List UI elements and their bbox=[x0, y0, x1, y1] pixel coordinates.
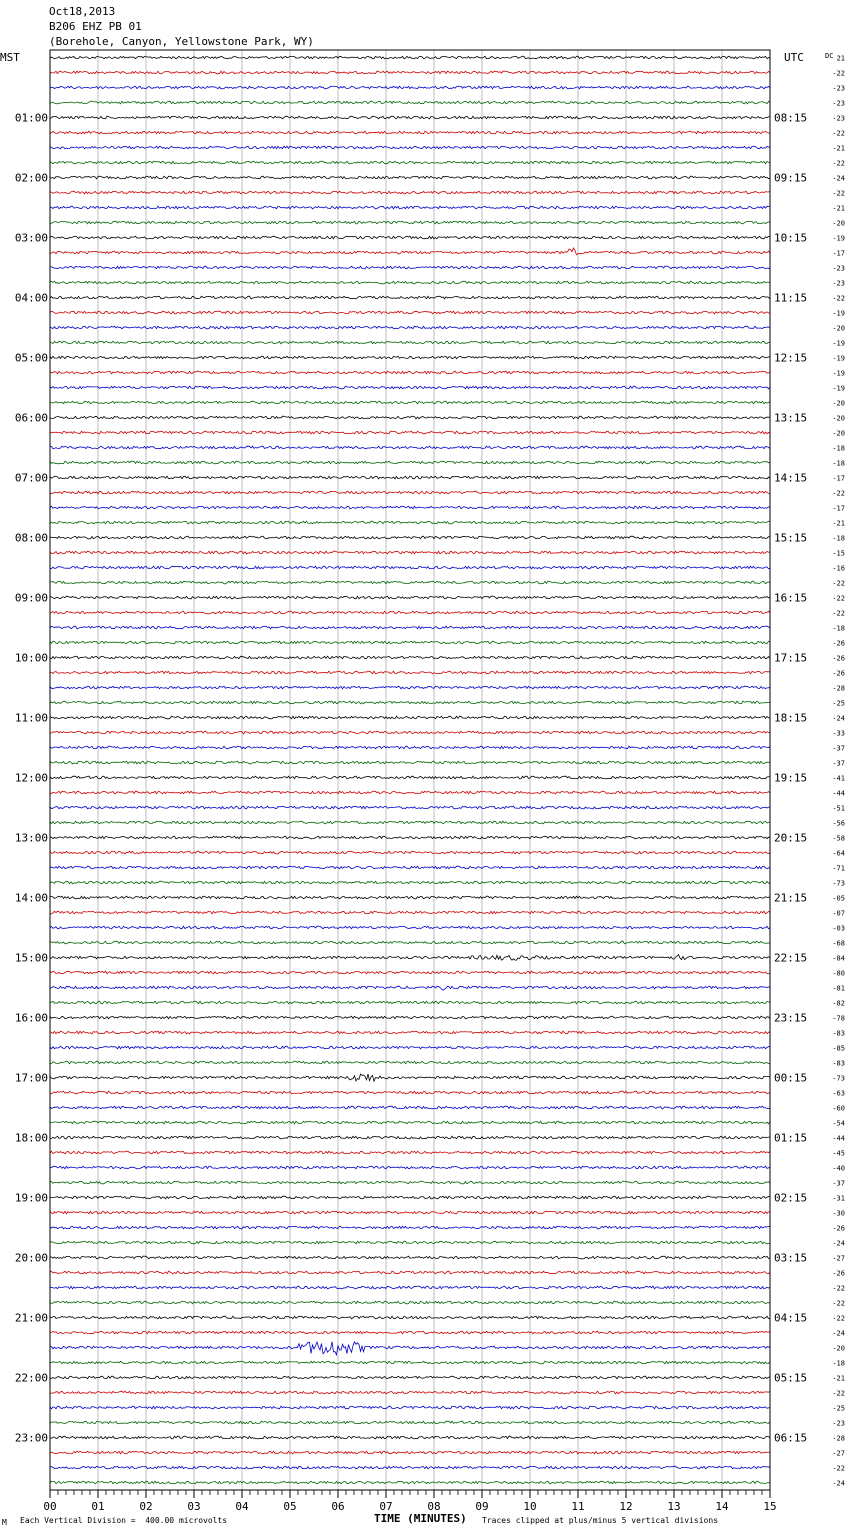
seismic-trace bbox=[50, 101, 770, 104]
seismic-trace bbox=[50, 836, 770, 839]
dc-offset-label: -03 bbox=[832, 924, 845, 933]
right-hour-label: 17:15 bbox=[774, 651, 808, 665]
dc-offset-label: -17 bbox=[832, 474, 845, 483]
dc-offset-label: -56 bbox=[832, 819, 845, 828]
seismic-trace bbox=[50, 1031, 770, 1034]
dc-offset-label: -20 bbox=[832, 219, 845, 228]
right-hour-label: 05:15 bbox=[774, 1371, 808, 1385]
seismic-trace bbox=[50, 1046, 770, 1049]
dc-offset-label: -24 bbox=[832, 714, 845, 723]
left-hour-label: 06:00 bbox=[14, 411, 48, 425]
dc-offset-label: -37 bbox=[832, 1179, 845, 1188]
seismic-trace bbox=[50, 701, 770, 704]
dc-offset-label: -22 bbox=[832, 69, 845, 78]
seismic-trace bbox=[50, 1481, 770, 1484]
seismic-trace bbox=[50, 1166, 770, 1169]
seismic-trace bbox=[50, 731, 770, 734]
dc-offset-label: -22 bbox=[832, 594, 845, 603]
x-tick-label: 05 bbox=[283, 1500, 297, 1513]
right-hour-label: 10:15 bbox=[774, 231, 808, 245]
seismic-trace bbox=[50, 581, 770, 584]
dc-offset-label: -58 bbox=[832, 834, 845, 843]
seismic-trace bbox=[50, 281, 770, 284]
x-tick-label: 11 bbox=[571, 1500, 585, 1513]
right-hour-label: 08:15 bbox=[774, 111, 808, 125]
seismic-trace bbox=[50, 1286, 770, 1289]
right-hour-label: 19:15 bbox=[774, 771, 808, 785]
seismic-trace bbox=[50, 896, 770, 899]
dc-offset-label: -21 bbox=[832, 519, 845, 528]
seismic-trace bbox=[50, 461, 770, 464]
dc-offset-label: 21 bbox=[836, 54, 845, 63]
left-hour-label: 19:00 bbox=[14, 1191, 48, 1205]
seismic-trace bbox=[50, 1301, 770, 1304]
dc-offset-label: -15 bbox=[832, 549, 845, 558]
seismic-trace bbox=[50, 161, 770, 164]
x-tick-label: 09 bbox=[475, 1500, 489, 1513]
right-hour-label: 15:15 bbox=[774, 531, 808, 545]
seismic-trace bbox=[50, 311, 770, 314]
seismic-trace bbox=[50, 776, 770, 779]
right-hour-label: 21:15 bbox=[774, 891, 808, 905]
seismic-trace bbox=[50, 806, 770, 809]
seismic-trace bbox=[50, 1316, 770, 1319]
seismic-trace bbox=[50, 206, 770, 209]
seismic-trace bbox=[50, 416, 770, 419]
seismic-trace bbox=[50, 341, 770, 344]
seismic-trace bbox=[50, 656, 770, 659]
dc-offset-label: -19 bbox=[832, 309, 845, 318]
dc-offset-label: -28 bbox=[832, 1434, 845, 1443]
seismic-trace bbox=[50, 1361, 770, 1364]
left-hour-label: 04:00 bbox=[14, 291, 48, 305]
left-timezone-label: MST bbox=[0, 51, 20, 64]
seismic-trace bbox=[50, 296, 770, 299]
dc-offset-label: -21 bbox=[832, 1374, 845, 1383]
dc-offset-label: -22 bbox=[832, 189, 845, 198]
seismic-trace bbox=[50, 221, 770, 224]
dc-offset-label: -22 bbox=[832, 1389, 845, 1398]
seismic-trace bbox=[50, 1271, 770, 1274]
dc-offset-label: -28 bbox=[832, 684, 845, 693]
seismic-trace bbox=[50, 86, 770, 89]
seismic-trace bbox=[50, 116, 770, 119]
seismic-trace bbox=[50, 431, 770, 434]
seismic-trace bbox=[50, 1091, 770, 1094]
seismic-trace bbox=[50, 971, 770, 974]
right-timezone-label: UTC bbox=[784, 51, 804, 64]
seismic-trace bbox=[50, 131, 770, 134]
dc-offset-label: -17 bbox=[832, 249, 845, 258]
x-tick-label: 13 bbox=[667, 1500, 681, 1513]
dc-offset-label: -17 bbox=[832, 504, 845, 513]
x-tick-label: 02 bbox=[139, 1500, 153, 1513]
seismic-trace bbox=[50, 761, 770, 764]
seismic-trace bbox=[50, 1376, 770, 1379]
x-tick-label: 03 bbox=[187, 1500, 201, 1513]
dc-offset-label: -82 bbox=[832, 999, 845, 1008]
dc-offset-label: -44 bbox=[832, 1134, 845, 1143]
dc-offset-label: -24 bbox=[832, 1329, 845, 1338]
seismic-trace bbox=[50, 191, 770, 194]
x-tick-label: 08 bbox=[427, 1500, 441, 1513]
left-hour-label: 09:00 bbox=[14, 591, 48, 605]
seismic-trace bbox=[50, 1151, 770, 1154]
seismic-trace bbox=[50, 1074, 770, 1081]
left-hour-label: 23:00 bbox=[14, 1431, 48, 1445]
dc-offset-label: -19 bbox=[832, 384, 845, 393]
right-hour-label: 06:15 bbox=[774, 1431, 808, 1445]
dc-offset-label: -23 bbox=[832, 279, 845, 288]
dc-offset-label: -83 bbox=[832, 1059, 845, 1068]
dc-offset-label: -26 bbox=[832, 1269, 845, 1278]
seismic-trace bbox=[50, 566, 770, 569]
seismic-trace bbox=[50, 791, 770, 794]
dc-offset-label: -20 bbox=[832, 324, 845, 333]
left-hour-label: 03:00 bbox=[14, 231, 48, 245]
left-hour-label: 14:00 bbox=[14, 891, 48, 905]
left-hour-labels bbox=[15, 112, 48, 1445]
seismic-trace bbox=[50, 1106, 770, 1109]
seismic-trace bbox=[50, 446, 770, 449]
dc-offset-label: -16 bbox=[832, 564, 845, 573]
dc-offset-label: -05 bbox=[832, 894, 845, 903]
dc-offset-label: -80 bbox=[832, 969, 845, 978]
seismic-trace bbox=[50, 716, 770, 719]
x-tick-label: 07 bbox=[379, 1500, 393, 1513]
dc-offset-label: -30 bbox=[832, 1209, 845, 1218]
left-hour-label: 21:00 bbox=[14, 1311, 48, 1325]
left-hour-label: 11:00 bbox=[14, 711, 48, 725]
x-tick-label: 00 bbox=[43, 1500, 57, 1513]
seismic-trace bbox=[50, 56, 770, 59]
seismic-trace bbox=[50, 881, 770, 884]
dc-offset-label: -19 bbox=[832, 234, 845, 243]
dc-offset-label: -22 bbox=[832, 1464, 845, 1473]
dc-offset-label: -18 bbox=[832, 534, 845, 543]
dc-offset-label: -26 bbox=[832, 1224, 845, 1233]
dc-offset-label: -78 bbox=[832, 1014, 845, 1023]
seismic-trace bbox=[50, 491, 770, 494]
dc-offset-label: -41 bbox=[832, 774, 845, 783]
right-hour-label: 02:15 bbox=[774, 1191, 808, 1205]
left-hour-label: 02:00 bbox=[14, 171, 48, 185]
dc-offset-label: -23 bbox=[832, 264, 845, 273]
seismic-trace bbox=[50, 1121, 770, 1124]
right-hour-label: 14:15 bbox=[774, 471, 808, 485]
right-hour-label: 01:15 bbox=[774, 1131, 808, 1145]
dc-offset-label: -54 bbox=[832, 1119, 845, 1128]
dc-offset-label: -73 bbox=[832, 879, 845, 888]
seismic-trace bbox=[50, 926, 770, 929]
minute-gridlines bbox=[98, 50, 722, 1490]
seismic-trace bbox=[50, 1196, 770, 1199]
trace-group bbox=[50, 56, 770, 1484]
dc-offset-label: -20 bbox=[832, 429, 845, 438]
seismic-trace bbox=[50, 1136, 770, 1139]
right-hour-label: 23:15 bbox=[774, 1011, 808, 1025]
seismic-trace bbox=[50, 1211, 770, 1214]
left-hour-label: 08:00 bbox=[14, 531, 48, 545]
x-tick-label: 14 bbox=[715, 1500, 729, 1513]
scale-note: Each Vertical Division = 400.00 microvolts bbox=[20, 1516, 228, 1525]
left-hour-label: 18:00 bbox=[14, 1131, 48, 1145]
seismic-trace bbox=[50, 821, 770, 824]
dc-offset-label: -22 bbox=[832, 489, 845, 498]
seismic-trace bbox=[50, 1226, 770, 1229]
left-hour-label: 20:00 bbox=[14, 1251, 48, 1265]
dc-offset-label: -51 bbox=[832, 804, 845, 813]
dc-offset-label: -07 bbox=[832, 909, 845, 918]
seismic-trace bbox=[50, 1342, 770, 1355]
dc-offset-label: -24 bbox=[832, 1479, 845, 1488]
seismic-trace bbox=[50, 236, 770, 239]
seismic-trace bbox=[50, 1466, 770, 1469]
seismic-trace bbox=[50, 1421, 770, 1424]
dc-offset-label: -81 bbox=[832, 984, 845, 993]
right-hour-label: 04:15 bbox=[774, 1311, 808, 1325]
x-tick-label: 10 bbox=[523, 1500, 537, 1513]
x-axis bbox=[43, 1490, 776, 1513]
x-tick-label: 01 bbox=[91, 1500, 105, 1513]
dc-offset-label: -25 bbox=[832, 699, 845, 708]
dc-offset-label: -85 bbox=[832, 1044, 845, 1053]
left-hour-label: 12:00 bbox=[14, 771, 48, 785]
left-hour-label: 01:00 bbox=[14, 111, 48, 125]
seismic-trace bbox=[50, 626, 770, 629]
seismic-trace bbox=[50, 911, 770, 914]
seismic-trace bbox=[50, 746, 770, 749]
dc-offset-label: -22 bbox=[832, 159, 845, 168]
left-hour-label: 10:00 bbox=[14, 651, 48, 665]
seismic-trace bbox=[50, 1436, 770, 1439]
right-hour-label: 09:15 bbox=[774, 171, 808, 185]
left-hour-label: 22:00 bbox=[14, 1371, 48, 1385]
dc-offset-label: -24 bbox=[832, 174, 845, 183]
dc-offset-label: -24 bbox=[832, 1239, 845, 1248]
seismic-trace bbox=[50, 1241, 770, 1244]
seismic-trace bbox=[50, 476, 770, 479]
seismic-trace bbox=[50, 1181, 770, 1184]
seismic-trace bbox=[50, 941, 770, 944]
left-hour-label: 05:00 bbox=[14, 351, 48, 365]
left-hour-label: 15:00 bbox=[14, 951, 48, 965]
x-tick-label: 04 bbox=[235, 1500, 249, 1513]
dc-offset-label: -22 bbox=[832, 579, 845, 588]
seismic-trace bbox=[50, 248, 770, 255]
right-hour-label: 22:15 bbox=[774, 951, 808, 965]
dc-offset-label: -20 bbox=[832, 399, 845, 408]
dc-offset-label: -19 bbox=[832, 354, 845, 363]
seismic-trace bbox=[50, 611, 770, 614]
seismic-trace bbox=[50, 371, 770, 374]
seismic-trace bbox=[50, 671, 770, 674]
right-hour-label: 03:15 bbox=[774, 1251, 808, 1265]
dc-offset-label: -26 bbox=[832, 669, 845, 678]
dc-offset-label: -27 bbox=[832, 1449, 845, 1458]
seismic-trace bbox=[50, 641, 770, 644]
dc-offset-label: -71 bbox=[832, 864, 845, 873]
header-date: Oct18,2013 bbox=[49, 5, 116, 18]
right-hour-label: 13:15 bbox=[774, 411, 808, 425]
seismic-trace bbox=[50, 386, 770, 389]
dc-offset-label: -37 bbox=[832, 744, 845, 753]
right-hour-labels bbox=[774, 112, 807, 1445]
dc-offset-label: -22 bbox=[832, 609, 845, 618]
dc-offset-label: -22 bbox=[832, 129, 845, 138]
dc-offset-label: -20 bbox=[832, 414, 845, 423]
seismic-trace bbox=[50, 536, 770, 539]
dc-offset-label: -33 bbox=[832, 729, 845, 738]
header-station: B206 EHZ PB 01 bbox=[49, 20, 142, 33]
seismic-trace bbox=[50, 176, 770, 179]
seismic-trace bbox=[50, 851, 770, 854]
dc-offset-label: -60 bbox=[832, 1104, 845, 1113]
dc-offset-label: -21 bbox=[832, 204, 845, 213]
dc-offset-label: -22 bbox=[832, 1284, 845, 1293]
dc-offset-label: -73 bbox=[832, 1074, 845, 1083]
seismic-trace bbox=[50, 1451, 770, 1454]
seismic-trace bbox=[50, 866, 770, 869]
dc-offset-label: -26 bbox=[832, 639, 845, 648]
dc-offset-label: -40 bbox=[832, 1164, 845, 1173]
seismic-trace bbox=[50, 1016, 770, 1019]
dc-offset-label: -45 bbox=[832, 1149, 845, 1158]
dc-offset-label: -22 bbox=[832, 1299, 845, 1308]
dc-offset-label: -26 bbox=[832, 654, 845, 663]
dc-offset-label: -22 bbox=[832, 1314, 845, 1323]
right-hour-label: 11:15 bbox=[774, 291, 808, 305]
seismic-trace bbox=[50, 401, 770, 404]
clip-note: Traces clipped at plus/minus 5 vertical divisions bbox=[482, 1516, 719, 1525]
seismic-trace bbox=[50, 1061, 770, 1064]
left-hour-label: 07:00 bbox=[14, 471, 48, 485]
dc-offset-label: -18 bbox=[832, 624, 845, 633]
dc-offset-label: -18 bbox=[832, 444, 845, 453]
right-hour-label: 20:15 bbox=[774, 831, 808, 845]
seismic-trace bbox=[50, 1391, 770, 1394]
dc-offset-label: -19 bbox=[832, 339, 845, 348]
x-tick-label: 15 bbox=[763, 1500, 777, 1513]
seismic-trace bbox=[50, 1406, 770, 1409]
seismic-trace bbox=[50, 986, 770, 990]
seismic-trace bbox=[50, 266, 770, 269]
seismic-trace bbox=[50, 1331, 770, 1334]
seismic-trace bbox=[50, 551, 770, 554]
dc-offset-label: -27 bbox=[832, 1254, 845, 1263]
dc-offset-label: -64 bbox=[832, 849, 845, 858]
x-tick-label: 06 bbox=[331, 1500, 345, 1513]
seismic-trace bbox=[50, 1256, 770, 1259]
dc-offset-label: -20 bbox=[832, 1344, 845, 1353]
dc-offset-label: -23 bbox=[832, 114, 845, 123]
x-axis-title: TIME (MINUTES) bbox=[374, 1512, 467, 1525]
left-hour-label: 13:00 bbox=[14, 831, 48, 845]
seismic-trace bbox=[50, 71, 770, 74]
seismic-trace bbox=[50, 521, 770, 524]
seismic-trace bbox=[50, 686, 770, 689]
right-hour-label: 16:15 bbox=[774, 591, 808, 605]
seismic-trace bbox=[50, 955, 770, 961]
right-hour-label: 12:15 bbox=[774, 351, 808, 365]
dc-offset-label: -31 bbox=[832, 1194, 845, 1203]
seismic-trace bbox=[50, 356, 770, 359]
dc-header-label: DC bbox=[825, 52, 834, 60]
dc-offset-label: -23 bbox=[832, 1419, 845, 1428]
dc-offset-label: -18 bbox=[832, 1359, 845, 1368]
seismic-trace bbox=[50, 326, 770, 329]
right-hour-label: 00:15 bbox=[774, 1071, 808, 1085]
dc-offset-label: -21 bbox=[832, 144, 845, 153]
dc-offset-label: -37 bbox=[832, 759, 845, 768]
seismic-trace bbox=[50, 596, 770, 599]
left-hour-label: 17:00 bbox=[14, 1071, 48, 1085]
seismic-trace bbox=[50, 506, 770, 509]
dc-offset-label: -63 bbox=[832, 1089, 845, 1098]
dc-offset-label: -23 bbox=[832, 84, 845, 93]
dc-offset-label: -18 bbox=[832, 459, 845, 468]
dc-offset-label: -19 bbox=[832, 369, 845, 378]
corner-mark: M bbox=[2, 1518, 7, 1527]
dc-offset-label: -22 bbox=[832, 294, 845, 303]
dc-offset-label: -23 bbox=[832, 99, 845, 108]
seismic-trace bbox=[50, 146, 770, 149]
dc-offset-column bbox=[832, 55, 845, 1488]
dc-offset-label: -84 bbox=[832, 954, 845, 963]
x-tick-label: 12 bbox=[619, 1500, 633, 1513]
dc-offset-label: -83 bbox=[832, 1029, 845, 1038]
left-hour-label: 16:00 bbox=[14, 1011, 48, 1025]
dc-offset-label: -25 bbox=[832, 1404, 845, 1413]
right-hour-label: 18:15 bbox=[774, 711, 808, 725]
dc-offset-label: -68 bbox=[832, 939, 845, 948]
seismic-trace bbox=[50, 1001, 770, 1004]
dc-offset-label: -44 bbox=[832, 789, 845, 798]
header-location: (Borehole, Canyon, Yellowstone Park, WY) bbox=[49, 35, 314, 48]
